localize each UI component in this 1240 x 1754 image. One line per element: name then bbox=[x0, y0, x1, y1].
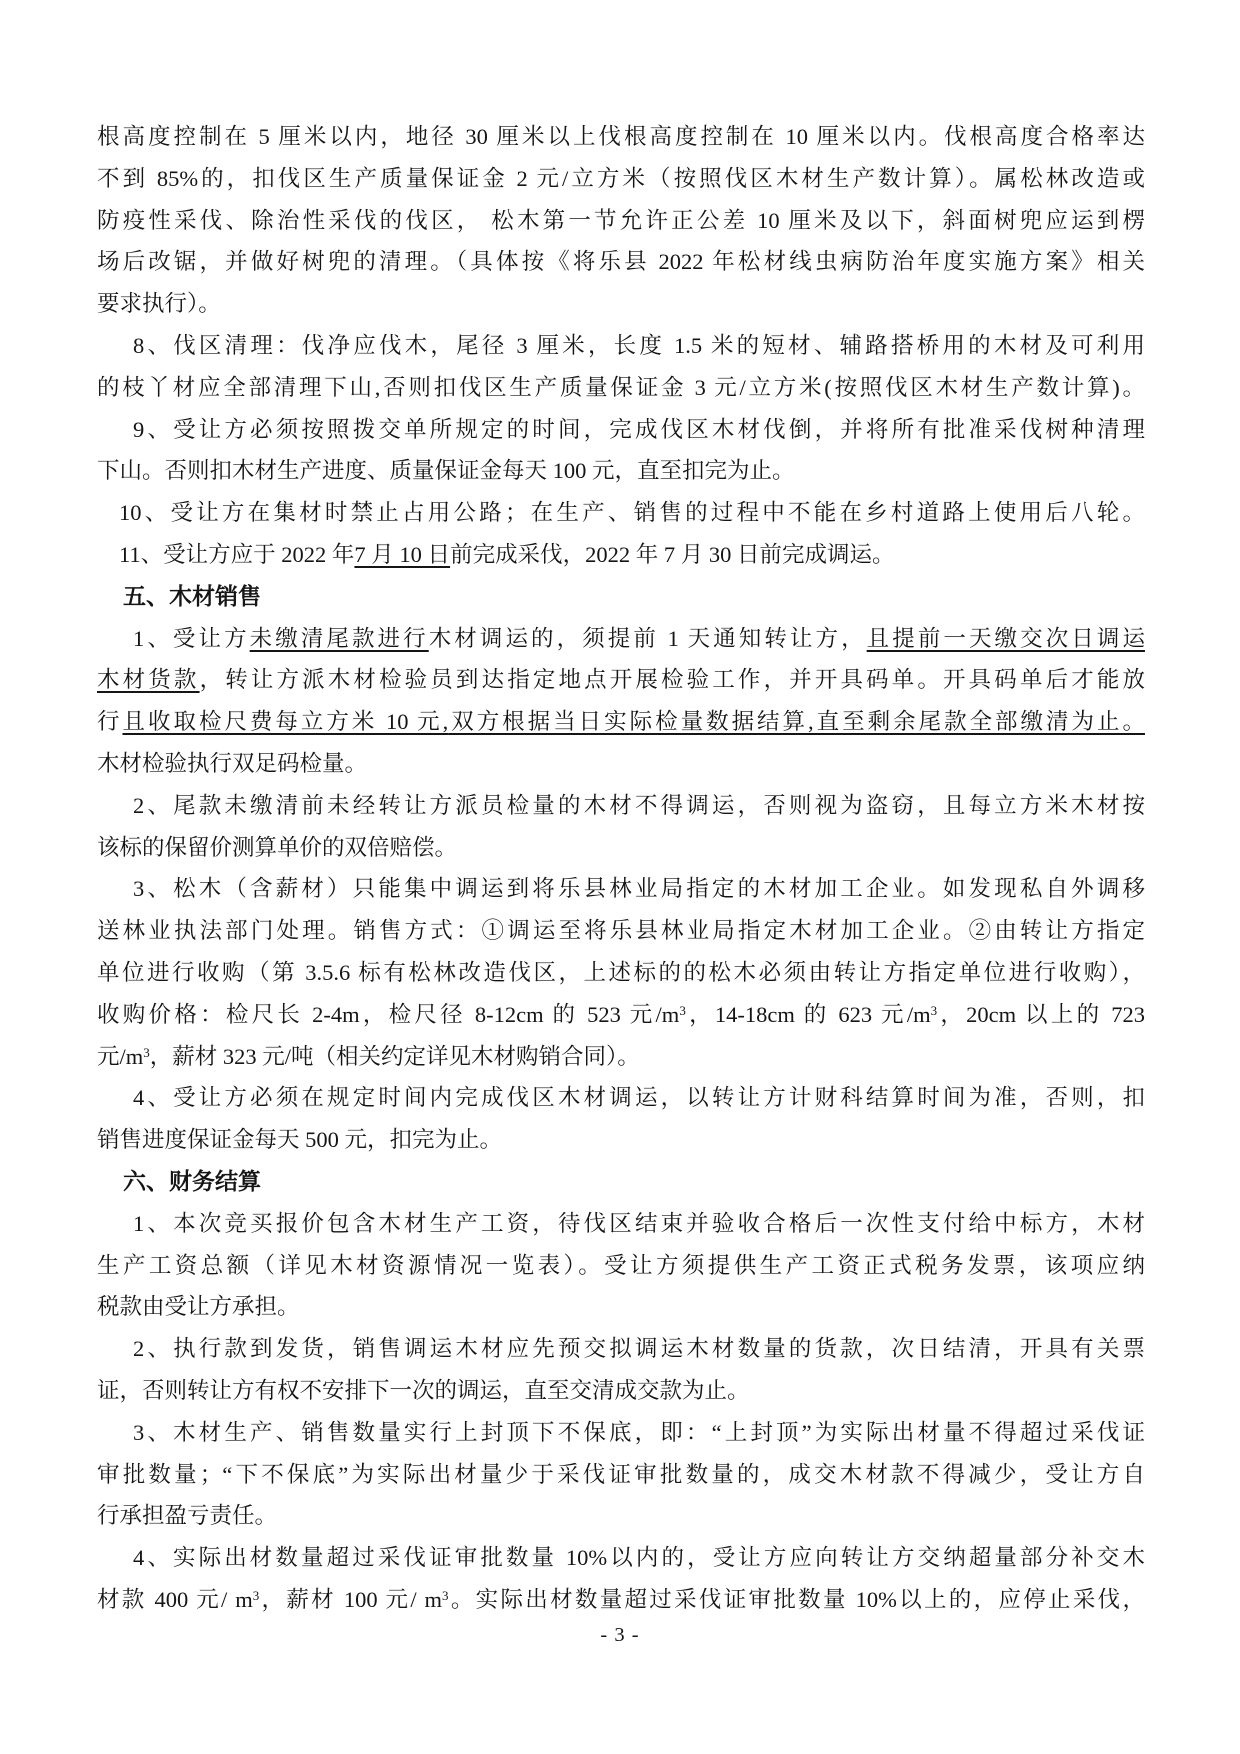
text-segment: 审批数量；“下不保底”为实际出材量少于采伐证审批数量的，成交木材款不得减少，受让方自 bbox=[97, 1461, 1145, 1487]
text-line bbox=[97, 1077, 1145, 1119]
text-segment: 3、松木（含薪材）只能集中调运到将乐县林业局指定的木材加工企业。如发现私自外调移 bbox=[133, 876, 1145, 902]
text-segment: 1、受让方 bbox=[133, 625, 250, 651]
superscript-text: 3 bbox=[679, 1002, 686, 1018]
text-line bbox=[97, 409, 1145, 451]
text-segment: 收购价格：检尺长 2-4m，检尺径 8-12cm 的 523 元/m bbox=[97, 1001, 680, 1027]
text-segment: 不到 85%的，扣伐区生产质量保证金 2 元/立方米（按照伐区木材生产数计算）。属松林改造或 bbox=[97, 165, 1145, 191]
text-segment: 防疫性采伐、除治性采伐的伐区， 松木第一节允许正公差 10 厘米及以下，斜面树兜应运到楞 bbox=[97, 207, 1145, 233]
text-segment: 六、财务结算 bbox=[123, 1167, 261, 1194]
text-segment: 2、执行款到发货，销售调运木材应先预交拟调运木材数量的货款，次日结清，开具有关票 bbox=[133, 1336, 1145, 1362]
underlined-text: 且收取检尺费每立方米 10 元, bbox=[122, 709, 449, 735]
text-segment: 木材调运的，须提前 1 天通知转让方， bbox=[428, 625, 867, 651]
text-segment: 该标的保留价测算单价的双倍赔偿。 bbox=[97, 834, 458, 860]
text-line bbox=[97, 1036, 1145, 1078]
text-segment: 4、实际出材数量超过采伐证审批数量 10%以内的，受让方应向转让方交纳超量部分补交木 bbox=[133, 1545, 1145, 1571]
text-segment: 单位进行收购（第 3.5.6 标有松林改造伐区，上述标的的松木必须由转让方指定单位进行收购）， bbox=[97, 959, 1145, 985]
text-line bbox=[97, 1203, 1145, 1245]
underlined-text: 7 月 10 日 bbox=[354, 541, 451, 567]
text-line bbox=[97, 868, 1145, 910]
text-segment: 证，否则转让方有权不安排下一次的调运，直至交清成交款为止。 bbox=[97, 1377, 750, 1403]
text-line bbox=[97, 534, 1145, 576]
text-segment: 场后改锯，并做好树兜的清理。（具体按《将乐县 2022 年松材线虫病防治年度实施方案》相关 bbox=[97, 249, 1145, 275]
text-segment: 送林业执法部门处理。销售方式：①调运至将乐县林业局指定木材加工企业。②由转让方指定 bbox=[97, 918, 1145, 944]
text-line bbox=[97, 952, 1145, 994]
text-line bbox=[97, 1119, 1145, 1161]
text-segment: 木材检验执行双足码检量。 bbox=[97, 750, 368, 776]
text-segment: 销售进度保证金每天 500 元，扣完为止。 bbox=[97, 1127, 503, 1153]
text-segment: 行承担盈亏责任。 bbox=[97, 1503, 278, 1529]
text-segment: 1、本次竞买报价包含木材生产工资，待伐区结束并验收合格后一次性支付给中标方，木材 bbox=[133, 1210, 1145, 1236]
text-line bbox=[97, 785, 1145, 827]
text-segment: 行 bbox=[97, 709, 123, 735]
text-segment: ，20cm 以上的 723 bbox=[937, 1001, 1145, 1027]
text-line bbox=[97, 1537, 1145, 1579]
text-line bbox=[97, 325, 1145, 367]
text-line bbox=[97, 450, 1145, 492]
text-segment: 下山。否则扣木材生产进度、质量保证金每天 100 元，直至扣完为止。 bbox=[97, 458, 795, 484]
text-line bbox=[97, 1370, 1145, 1412]
superscript-text: 3 bbox=[143, 1044, 150, 1060]
text-line bbox=[97, 1412, 1145, 1454]
text-line bbox=[97, 618, 1145, 660]
text-segment: 五、木材销售 bbox=[123, 582, 261, 609]
text-line bbox=[97, 1245, 1145, 1287]
text-line bbox=[97, 1454, 1145, 1496]
superscript-text: 3 bbox=[252, 1587, 260, 1603]
text-segment: ，14-18cm 的 623 元/m bbox=[685, 1001, 931, 1027]
page-number: - 3 - bbox=[600, 1624, 640, 1646]
text-line bbox=[97, 1328, 1145, 1370]
text-line bbox=[97, 116, 1145, 158]
text-segment: 2、尾款未缴清前未经转让方派员检量的木材不得调运，否则视为盗窃，且每立方米木材按 bbox=[133, 792, 1145, 818]
text-segment: 11、受让方应于 2022 年 bbox=[119, 541, 355, 567]
text-segment: 生产工资总额（详见木材资源情况一览表）。受让方须提供生产工资正式税务发票，该项应纳 bbox=[97, 1252, 1145, 1278]
text-segment: ，薪材 323 元/吨（相关约定详见木材购销合同）。 bbox=[149, 1043, 640, 1069]
underlined-text: 双方根据当日实际检量数据结算,直至剩余尾款全部缴清为止。 bbox=[448, 709, 1145, 735]
text-line bbox=[97, 241, 1145, 283]
text-segment: 10、受让方在集材时禁止占用公路；在生产、销售的过程中不能在乡村道路上使用后八轮。 bbox=[119, 500, 1145, 526]
text-line bbox=[97, 367, 1145, 409]
text-segment: 根高度控制在 5 厘米以内，地径 30 厘米以上伐根高度控制在 10 厘米以内。伐根高度合格率达 bbox=[97, 124, 1145, 149]
text-line bbox=[97, 200, 1145, 242]
section-heading bbox=[97, 576, 1145, 618]
text-segment: 的枝丫材应全部清理下山,否则扣伐区生产质量保证金 3 元/立方米(按照伐区木材生产数计算)。 bbox=[97, 374, 1145, 400]
text-segment: 3、木材生产、销售数量实行上封顶下不保底，即：“上封顶”为实际出材量不得超过采伐证 bbox=[133, 1419, 1145, 1445]
text-line bbox=[97, 283, 1145, 325]
text-line bbox=[97, 743, 1145, 785]
text-line bbox=[97, 1495, 1145, 1537]
underlined-text: 且提前一天缴交次日调运 bbox=[866, 625, 1145, 651]
text-segment: 元/m bbox=[97, 1043, 144, 1069]
text-line bbox=[97, 827, 1145, 869]
superscript-text: 3 bbox=[930, 1002, 938, 1018]
text-segment: ，薪材 100 元/ m bbox=[259, 1586, 443, 1612]
text-segment: 。实际出材数量超过采伐证审批数量 10%以上的，应停止采伐， bbox=[448, 1586, 1145, 1612]
text-segment: 4、受让方必须在规定时间内完成伐区木材调运，以转让方计财科结算时间为准，否则，扣 bbox=[133, 1085, 1145, 1111]
text-segment: 8、伐区清理：伐净应伐木，尾径 3 厘米，长度 1.5 米的短材、辅路搭桥用的木材及可利用 bbox=[133, 332, 1145, 358]
text-segment: 要求执行）。 bbox=[97, 291, 221, 317]
text-segment: 税款由受让方承担。 bbox=[97, 1294, 300, 1320]
text-line bbox=[97, 701, 1145, 743]
text-line bbox=[97, 994, 1145, 1036]
text-line bbox=[97, 910, 1145, 952]
text-line bbox=[97, 1286, 1145, 1328]
underlined-text: 未缴清尾款进行 bbox=[249, 625, 429, 651]
document-body bbox=[97, 116, 1145, 1621]
text-line bbox=[97, 659, 1145, 701]
text-line bbox=[97, 492, 1145, 534]
text-line bbox=[97, 158, 1145, 200]
section-heading bbox=[97, 1161, 1145, 1203]
underlined-text: 木材货款 bbox=[97, 667, 200, 693]
text-line bbox=[97, 1579, 1145, 1621]
text-segment: 前完成采伐，2022 年 7 月 30 日前完成调运。 bbox=[450, 541, 895, 567]
text-segment: ，转让方派木材检验员到达指定地点开展检验工作，并开具码单。开具码单后才能放 bbox=[199, 667, 1145, 693]
superscript-text: 3 bbox=[442, 1587, 449, 1603]
text-segment: 9、受让方必须按照拨交单所规定的时间，完成伐区木材伐倒，并将所有批准采伐树种清理 bbox=[133, 416, 1145, 442]
text-segment: 材款 400 元/ m bbox=[97, 1586, 253, 1612]
